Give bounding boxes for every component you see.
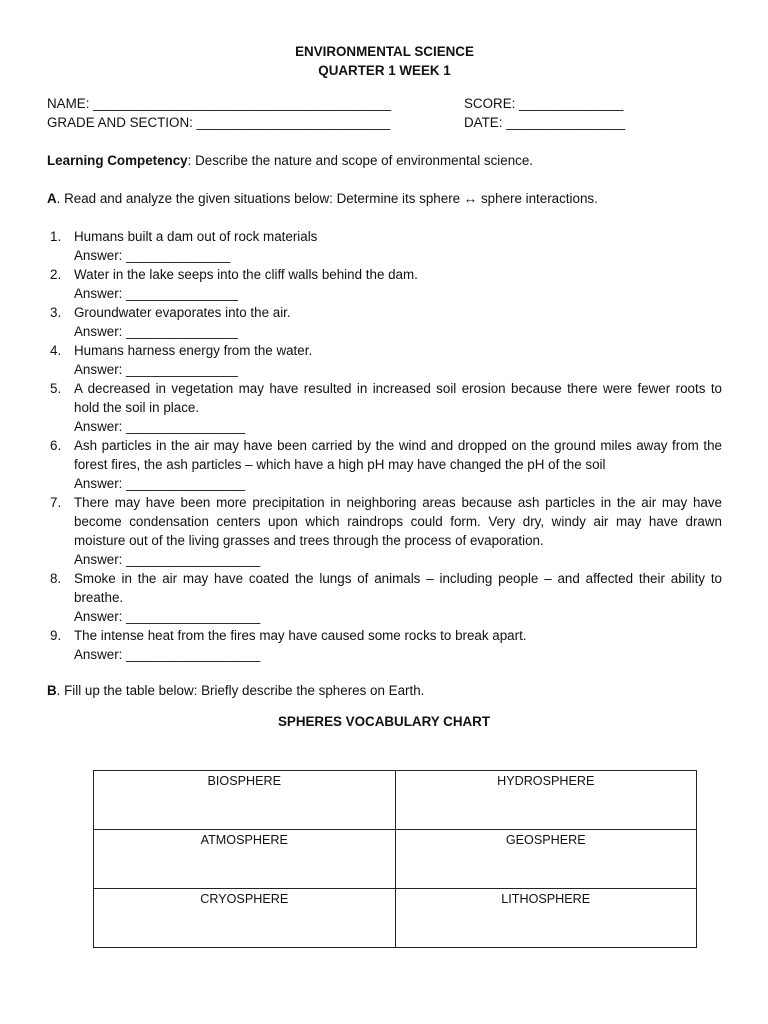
situation-item <box>47 265 722 303</box>
item-number: 8. <box>50 571 62 586</box>
grade-date-row <box>47 113 722 132</box>
situation-item <box>47 341 722 379</box>
part-a-instructions <box>47 189 722 208</box>
situation-item <box>47 436 722 493</box>
item-number: 9. <box>50 628 62 643</box>
answer-blank[interactable]: Answer: ______________ <box>74 248 231 263</box>
answer-blank[interactable]: Answer: ________________ <box>74 419 246 434</box>
situation-item <box>47 227 722 265</box>
name-field[interactable]: NAME: ________________________________________ <box>47 96 392 111</box>
learning-competency <box>47 151 722 170</box>
grade-section-field[interactable]: GRADE AND SECTION: __________________________ <box>47 115 391 130</box>
part-b-instructions <box>47 681 722 700</box>
atmosphere-cell[interactable]: ATMOSPHERE <box>94 830 396 889</box>
answer-blank[interactable]: Answer: _______________ <box>74 286 238 301</box>
cryosphere-cell[interactable]: CRYOSPHERE <box>94 889 396 948</box>
vocabulary-chart-title: SPHERES VOCABULARY CHART <box>277 714 491 729</box>
lithosphere-cell[interactable]: LITHOSPHERE <box>395 889 697 948</box>
answer-blank[interactable]: Answer: _______________ <box>74 324 238 339</box>
item-text: A decreased in vegetation may have resulted in increased soil erosion because there were fewer roots to hold the soil in place. <box>74 381 722 415</box>
item-number: 5. <box>50 381 62 396</box>
part-b-label: B <box>47 683 57 698</box>
name-score-row <box>47 94 722 113</box>
item-text: Humans built a dam out of rock materials <box>74 229 318 244</box>
hydrosphere-cell[interactable]: HYDROSPHERE <box>395 771 697 830</box>
situation-item <box>47 379 722 436</box>
answer-blank[interactable]: Answer: __________________ <box>74 647 261 662</box>
competency-text: : Describe the nature and scope of environmental science. <box>187 153 534 168</box>
item-text: The intense heat from the fires may have caused some rocks to break apart. <box>74 628 527 643</box>
chart-row <box>94 830 697 889</box>
competency-label: Learning Competency <box>47 153 188 168</box>
item-number: 2. <box>50 267 62 282</box>
date-field[interactable]: DATE: ________________ <box>464 115 626 130</box>
chart-row <box>94 889 697 948</box>
worksheet-title: ENVIRONMENTAL SCIENCE <box>295 44 474 59</box>
item-number: 4. <box>50 343 62 358</box>
geosphere-cell[interactable]: GEOSPHERE <box>395 830 697 889</box>
worksheet-page <box>47 42 722 731</box>
part-b-instruction-text: . Fill up the table below: Briefly describe the spheres on Earth. <box>56 683 425 698</box>
part-a-label: A <box>47 191 57 206</box>
situation-list <box>47 227 722 664</box>
item-text: Ash particles in the air may have been carried by the wind and dropped on the ground miles away from the forest fires, the ash particles – which have a high pH may have changed the pH of the soil <box>74 438 722 472</box>
part-a-instruction-text: . Read and analyze the given situations below: Determine its sphere ↔ sphere interactions. <box>56 191 598 206</box>
score-field[interactable]: SCORE: ______________ <box>464 96 624 111</box>
answer-blank[interactable]: Answer: __________________ <box>74 609 261 624</box>
chart-row <box>94 771 697 830</box>
situation-item <box>47 569 722 626</box>
item-text: Smoke in the air may have coated the lungs of animals – including people – and affected their ability to breathe. <box>74 571 722 605</box>
item-number: 7. <box>50 495 62 510</box>
biosphere-cell[interactable]: BIOSPHERE <box>94 771 396 830</box>
worksheet-subtitle: QUARTER 1 WEEK 1 <box>318 63 451 78</box>
situation-item <box>47 626 722 664</box>
answer-blank[interactable]: Answer: ________________ <box>74 476 246 491</box>
item-text: Water in the lake seeps into the cliff walls behind the dam. <box>74 267 418 282</box>
item-text: There may have been more precipitation in neighboring areas because ash particles in the air may have become condensation centers upon which raindrops could form. Very dry, windy air may have drawn moisture out of the living grasses and trees through the process of evaporation. <box>74 495 722 548</box>
answer-blank[interactable]: Answer: __________________ <box>74 552 261 567</box>
item-text: Groundwater evaporates into the air. <box>74 305 291 320</box>
item-text: Humans harness energy from the water. <box>74 343 313 358</box>
situation-item <box>47 303 722 341</box>
answer-blank[interactable]: Answer: _______________ <box>74 362 238 377</box>
item-number: 3. <box>50 305 62 320</box>
situation-item <box>47 493 722 569</box>
item-number: 6. <box>50 438 62 453</box>
spheres-vocabulary-chart <box>93 770 697 948</box>
item-number: 1. <box>50 229 62 244</box>
